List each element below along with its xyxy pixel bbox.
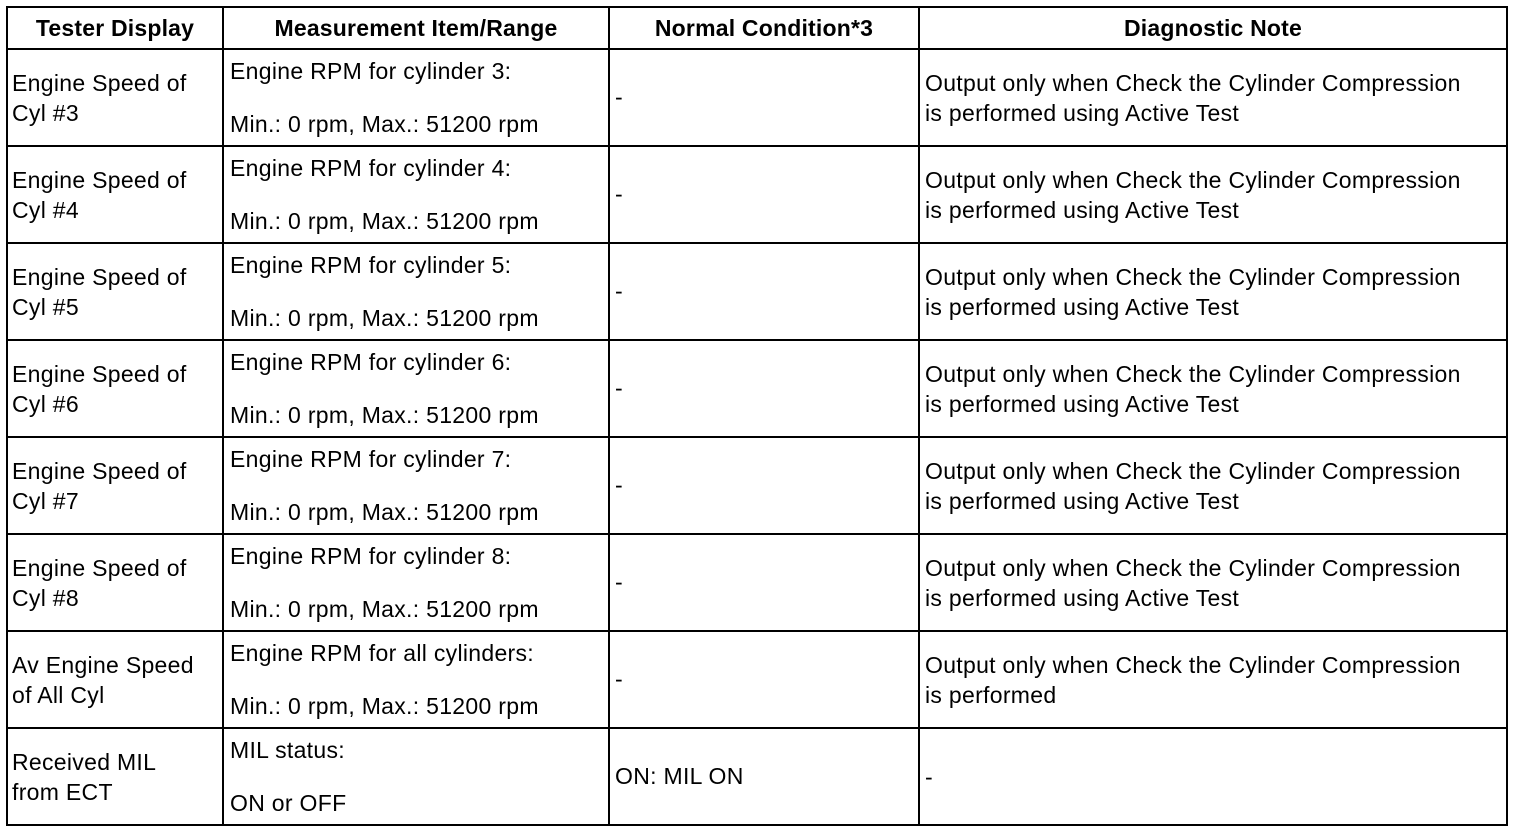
normal-condition-text: -	[615, 569, 623, 595]
normal-condition-text: -	[615, 472, 623, 498]
cell-diagnostic-note	[919, 243, 1507, 340]
cell-measurement-item	[223, 437, 609, 534]
measurement-wrapper	[230, 50, 608, 142]
tester-display-line: Cyl #4	[12, 196, 79, 223]
table-row	[7, 49, 1507, 146]
measurement-range-text: Min.: 0 rpm, Max.: 51200 rpm	[230, 402, 539, 428]
cell-measurement-item	[223, 243, 609, 340]
diagnostic-note-line: Output only when Check the Cylinder Compression	[925, 360, 1461, 387]
cell-diagnostic-note	[919, 49, 1507, 146]
table-row	[7, 631, 1507, 728]
diagnostic-note-line: Output only when Check the Cylinder Compression	[925, 554, 1461, 581]
diagnostic-note-line: is performed	[925, 681, 1057, 708]
cell-diagnostic-note	[919, 437, 1507, 534]
header-normal-condition: Normal Condition*3	[609, 7, 919, 49]
cell-measurement-item	[223, 534, 609, 631]
cell-tester-display	[7, 243, 223, 340]
cell-tester-display	[7, 437, 223, 534]
measurement-wrapper	[230, 632, 608, 724]
cell-diagnostic-note	[919, 340, 1507, 437]
cell-measurement-item	[223, 340, 609, 437]
diagnostic-note-line: Output only when Check the Cylinder Compression	[925, 457, 1461, 484]
measurement-range-text: Min.: 0 rpm, Max.: 51200 rpm	[230, 499, 539, 525]
cell-diagnostic-note	[919, 534, 1507, 631]
diagnostic-note-line: is performed using Active Test	[925, 293, 1240, 320]
cell-tester-display	[7, 340, 223, 437]
measurement-range-text: Min.: 0 rpm, Max.: 51200 rpm	[230, 208, 539, 234]
cell-normal-condition	[609, 534, 919, 631]
tester-display-line: Av Engine Speed	[12, 651, 194, 678]
measurement-range-text: Min.: 0 rpm, Max.: 51200 rpm	[230, 596, 539, 622]
measurement-range-text: Min.: 0 rpm, Max.: 51200 rpm	[230, 693, 539, 719]
measurement-item-text: Engine RPM for cylinder 6:	[230, 349, 512, 375]
measurement-item-text: Engine RPM for cylinder 4:	[230, 155, 512, 181]
normal-condition-text: -	[615, 181, 623, 207]
table-row	[7, 146, 1507, 243]
measurement-wrapper	[230, 729, 608, 821]
table-row	[7, 534, 1507, 631]
measurement-wrapper	[230, 535, 608, 627]
measurement-range-text: ON or OFF	[230, 790, 347, 816]
cell-tester-display	[7, 146, 223, 243]
cell-measurement-item	[223, 728, 609, 825]
measurement-wrapper	[230, 341, 608, 433]
measurement-wrapper	[230, 147, 608, 239]
cell-tester-display	[7, 631, 223, 728]
cell-tester-display	[7, 534, 223, 631]
diagnostic-note-line: Output only when Check the Cylinder Compression	[925, 263, 1461, 290]
data-list-table	[6, 6, 1508, 826]
cell-tester-display	[7, 49, 223, 146]
diagnostic-note-line: is performed using Active Test	[925, 99, 1240, 126]
measurement-item-text: Engine RPM for all cylinders:	[230, 640, 534, 666]
diagnostic-note-line: Output only when Check the Cylinder Compression	[925, 651, 1461, 678]
cell-normal-condition	[609, 243, 919, 340]
measurement-item-text: MIL status:	[230, 737, 345, 763]
cell-diagnostic-note	[919, 146, 1507, 243]
header-measurement-item: Measurement Item/Range	[223, 7, 609, 49]
measurement-range-text: Min.: 0 rpm, Max.: 51200 rpm	[230, 111, 539, 137]
tester-display-line: from ECT	[12, 778, 113, 805]
table-body	[7, 49, 1507, 825]
normal-condition-text: -	[615, 666, 623, 692]
measurement-item-text: Engine RPM for cylinder 5:	[230, 252, 512, 278]
diagnostic-note-line: Output only when Check the Cylinder Compression	[925, 166, 1461, 193]
table-row	[7, 728, 1507, 825]
header-diagnostic-note: Diagnostic Note	[919, 7, 1507, 49]
measurement-item-text: Engine RPM for cylinder 8:	[230, 543, 512, 569]
tester-display-line: Engine Speed of	[12, 457, 187, 484]
tester-display-line: Engine Speed of	[12, 360, 187, 387]
cell-tester-display	[7, 728, 223, 825]
diagnostic-note-line: is performed using Active Test	[925, 584, 1240, 611]
tester-display-line: of All Cyl	[12, 681, 105, 708]
cell-measurement-item	[223, 146, 609, 243]
cell-diagnostic-note	[919, 631, 1507, 728]
cell-normal-condition	[609, 437, 919, 534]
table-row	[7, 243, 1507, 340]
tester-display-line: Cyl #6	[12, 390, 79, 417]
cell-normal-condition	[609, 340, 919, 437]
cell-normal-condition	[609, 49, 919, 146]
measurement-wrapper	[230, 244, 608, 336]
tester-display-line: Engine Speed of	[12, 166, 187, 193]
diagnostic-note-line: is performed using Active Test	[925, 390, 1240, 417]
measurement-item-text: Engine RPM for cylinder 7:	[230, 446, 512, 472]
cell-normal-condition	[609, 146, 919, 243]
measurement-range-text: Min.: 0 rpm, Max.: 51200 rpm	[230, 305, 539, 331]
tester-display-line: Engine Speed of	[12, 554, 187, 581]
tester-display-line: Engine Speed of	[12, 69, 187, 96]
cell-measurement-item	[223, 49, 609, 146]
tester-display-line: Cyl #8	[12, 584, 79, 611]
diagnostic-note-line: Output only when Check the Cylinder Compression	[925, 69, 1461, 96]
tester-display-line: Received MIL	[12, 748, 157, 775]
measurement-item-text: Engine RPM for cylinder 3:	[230, 58, 512, 84]
measurement-wrapper	[230, 438, 608, 530]
diagnostic-note-line: -	[925, 763, 933, 790]
normal-condition-text: -	[615, 375, 623, 401]
tester-display-line: Engine Speed of	[12, 263, 187, 290]
cell-diagnostic-note	[919, 728, 1507, 825]
normal-condition-text: ON: MIL ON	[615, 763, 744, 789]
tester-display-line: Cyl #5	[12, 293, 79, 320]
table-header	[7, 7, 1507, 49]
table-row	[7, 340, 1507, 437]
cell-measurement-item	[223, 631, 609, 728]
normal-condition-text: -	[615, 278, 623, 304]
header-tester-display: Tester Display	[7, 7, 223, 49]
header-row	[7, 7, 1507, 49]
cell-normal-condition	[609, 728, 919, 825]
tester-display-line: Cyl #3	[12, 99, 79, 126]
cell-normal-condition	[609, 631, 919, 728]
normal-condition-text: -	[615, 84, 623, 110]
diagnostic-note-line: is performed using Active Test	[925, 487, 1240, 514]
diagnostic-note-line: is performed using Active Test	[925, 196, 1240, 223]
tester-display-line: Cyl #7	[12, 487, 79, 514]
table-row	[7, 437, 1507, 534]
